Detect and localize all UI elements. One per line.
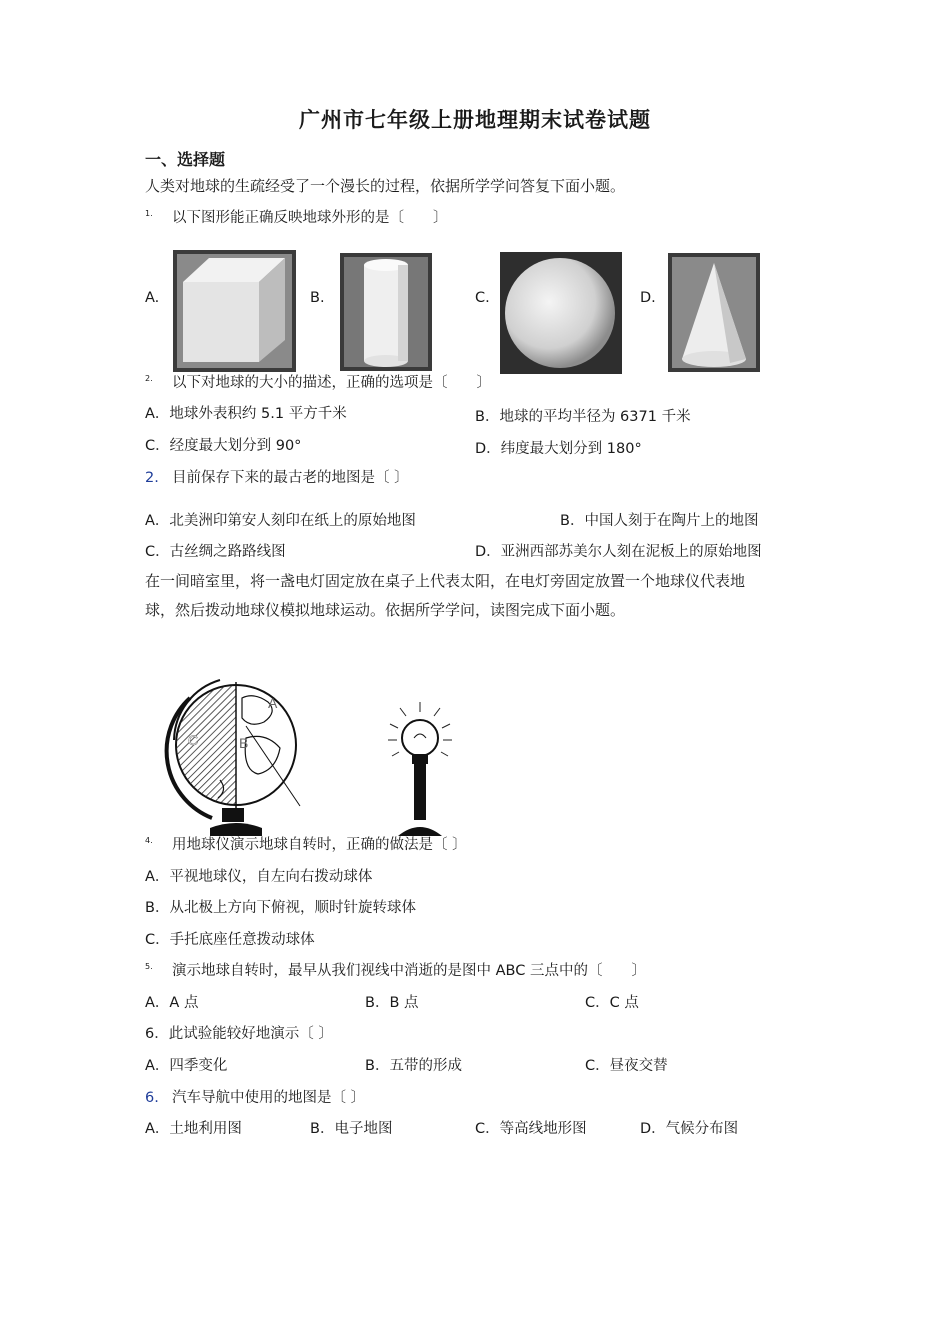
question-6: 6．此试验能较好地演示〔 〕 <box>145 1026 333 1042</box>
option-label-d: D. <box>640 290 656 306</box>
option-d: D．亚洲西部苏美尔人刻在泥板上的原始地图 <box>475 544 762 560</box>
option-a: A．A 点 <box>145 995 199 1011</box>
question-text: 用地球仪演示地球自转时，正确的做法是〔 〕 <box>172 837 467 853</box>
option-a: A．北美洲印第安人刻印在纸上的原始地图 <box>145 513 416 529</box>
question-number: 1. <box>145 209 153 219</box>
option-d: D．纬度最大划分到 180° <box>475 441 642 457</box>
option-label-c: C. <box>475 290 490 306</box>
lamp-figure <box>380 700 460 842</box>
question-text: 汽车导航中使用的地图是〔 〕 <box>172 1090 366 1106</box>
question-5 <box>145 959 646 980</box>
option-a: A．地球外表积约 5.1 平方千米 <box>145 406 347 422</box>
question-text: 演示地球自转时，最早从我们视线中消逝的是图中 ABC 三点中的〔 〕 <box>172 963 646 979</box>
option-c: C．C 点 <box>585 995 639 1011</box>
option-d: D．气候分布图 <box>640 1121 739 1137</box>
intro-text-2a: 在一间暗室里，将一盏电灯固定放在桌子上代表太阳，在电灯旁固定放置一个地球仪代表地 <box>145 572 746 590</box>
question-number: 2. <box>145 374 153 384</box>
option-label-a: A. <box>145 290 160 306</box>
question-text: 目前保存下来的最古老的地图是〔 〕 <box>172 470 409 486</box>
page-title: 广州市七年级上册地理期末试卷试题 <box>299 108 651 132</box>
sphere-image <box>500 252 622 374</box>
option-b: B．地球的平均半径为 6371 千米 <box>475 409 691 425</box>
question-number: 5. <box>145 962 153 972</box>
question-7 <box>145 1086 365 1107</box>
label-c: C <box>188 732 199 748</box>
option-label-b: B. <box>310 290 325 306</box>
question-number: 6. <box>145 1090 159 1106</box>
label-a: A <box>268 695 278 711</box>
option-b: B．电子地图 <box>310 1121 393 1137</box>
question-text: 以下对地球的大小的描述，正确的选项是〔 〕 <box>172 375 491 391</box>
option-c: C．古丝绸之路路线图 <box>145 544 286 560</box>
option-c: C．昼夜交替 <box>585 1058 668 1074</box>
intro-text-1: 人类对地球的生疏经受了一个漫长的过程，依据所学学问答复下面小题。 <box>145 177 626 195</box>
option-b: B．五带的形成 <box>365 1058 462 1074</box>
intro-text-2b: 球，然后拨动地球仪模拟地球运动。依据所学学问，读图完成下面小题。 <box>145 601 626 619</box>
option-b: B．B 点 <box>365 995 419 1011</box>
option-b: B．从北极上方向下俯视，顺时针旋转球体 <box>145 900 416 916</box>
globe-figure <box>150 668 310 843</box>
option-c: C．等高线地形图 <box>475 1121 587 1137</box>
section-heading: 一、选择题 <box>145 150 226 169</box>
question-number: 2. <box>145 470 159 486</box>
cone-image <box>668 253 760 372</box>
question-1 <box>145 206 448 227</box>
option-a: A．土地利用图 <box>145 1121 242 1137</box>
option-a: A．平视地球仪，自左向右拨动球体 <box>145 869 373 885</box>
question-4 <box>145 833 467 854</box>
cylinder-image <box>340 253 432 371</box>
option-b: B．中国人刻于在陶片上的地图 <box>560 513 759 529</box>
option-c: C．经度最大划分到 90° <box>145 438 302 454</box>
option-c: C．手托底座任意拨动球体 <box>145 932 315 948</box>
cube-image <box>173 250 296 372</box>
question-2 <box>145 371 491 392</box>
option-a: A．四季变化 <box>145 1058 228 1074</box>
question-3 <box>145 466 409 487</box>
question-text: 以下图形能正确反映地球外形的是〔 〕 <box>172 210 448 226</box>
label-b: B <box>239 735 249 751</box>
question-number: 4. <box>145 836 153 846</box>
